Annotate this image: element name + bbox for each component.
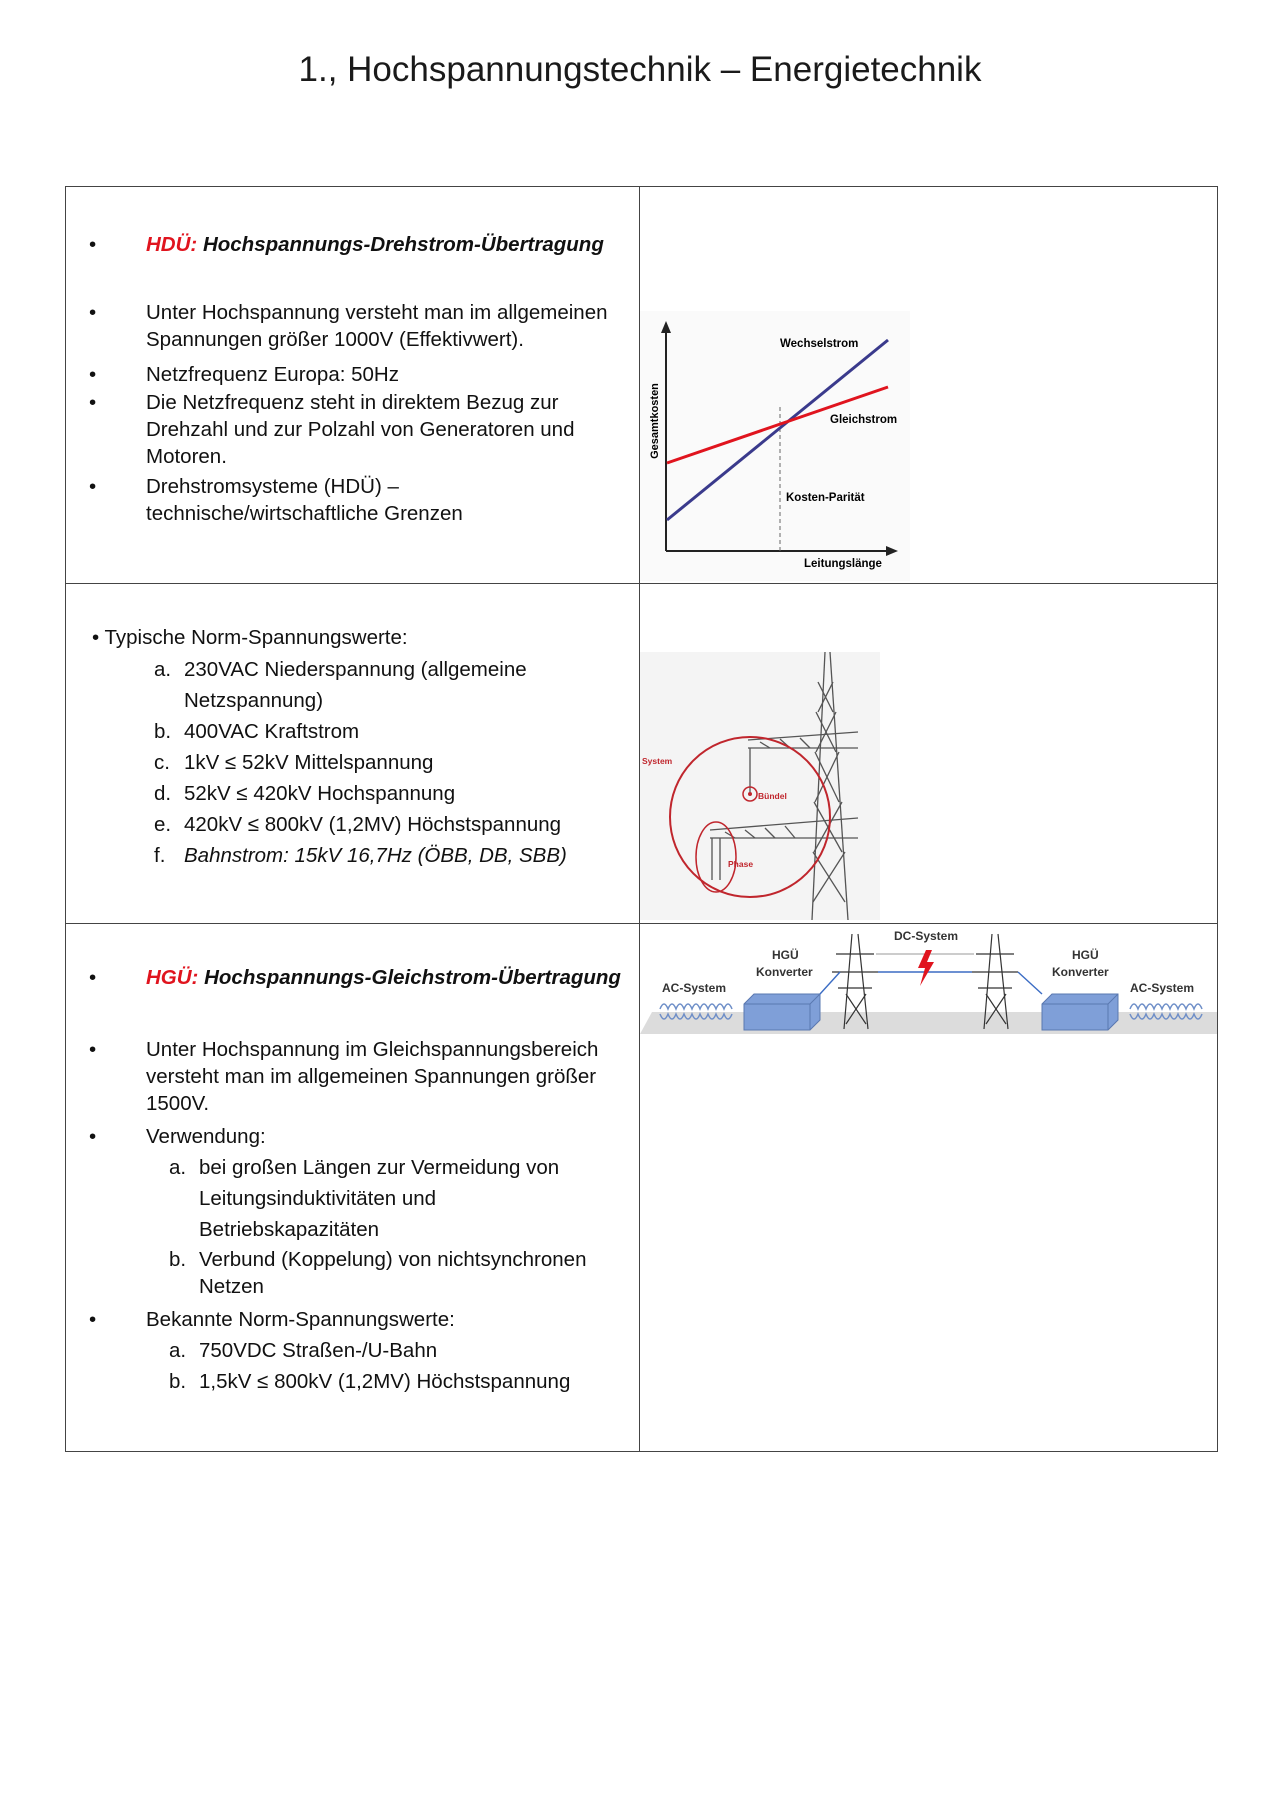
bullet: •: [89, 966, 97, 989]
norm-intro: • Typische Norm-Spannungswerte:: [92, 626, 408, 649]
item-letter: a.: [169, 1339, 187, 1362]
item-letter: f.: [154, 844, 166, 867]
parity-annotation: Kosten-Parität: [786, 492, 865, 504]
item-letter: a.: [154, 658, 172, 681]
cell-hgu-text: [66, 924, 640, 1452]
y-axis-label: Gesamtkosten: [649, 383, 661, 459]
item-letter: b.: [169, 1248, 187, 1271]
bullet: •: [89, 233, 97, 256]
ac-right-label: AC-System: [1130, 981, 1195, 995]
dc-system-label: DC-System: [894, 929, 959, 943]
row-hdu: [66, 187, 1218, 584]
item-text: Verbund (Koppelung) von nichtsynchronen: [199, 1248, 587, 1271]
page-title: 1., Hochspannungstechnik – Energietechnik: [298, 50, 982, 89]
item-text: 230VAC Niederspannung (allgemeine: [184, 658, 527, 681]
cell-tower-figure: [640, 584, 1218, 924]
list-item-text: Verwendung:: [146, 1125, 266, 1148]
item-letter: b.: [154, 720, 172, 743]
konverter-left-label: Konverter: [756, 965, 813, 979]
cost-parity-figure: [640, 311, 910, 581]
hgu-system-figure: [640, 924, 1217, 1042]
item-text: 1kV ≤ 52kV Mittelspannung: [184, 751, 434, 774]
list-item-text: Bekannte Norm-Spannungswerte:: [146, 1308, 455, 1331]
list-item-text: Drehstromsysteme (HDÜ) – technische/wirtschaftliche Grenzen: [146, 475, 463, 525]
item-text: Netzspannung): [184, 689, 324, 712]
hdu-abbrev: HDÜ:: [146, 233, 198, 256]
item-text: Netzen: [199, 1275, 264, 1298]
content-table: [65, 186, 1218, 1452]
item-letter: d.: [154, 782, 172, 805]
series-label-ac: Wechselstrom: [780, 338, 859, 350]
hdu-title: Hochspannungs-Drehstrom-Übertragung: [197, 233, 604, 256]
series-label-dc: Gleichstrom: [830, 414, 898, 426]
row-norm-voltages: [66, 584, 1218, 924]
bullet: •: [89, 391, 97, 414]
item-text: 400VAC Kraftstrom: [184, 720, 360, 743]
konverter-right-label: Konverter: [1052, 965, 1109, 979]
cell-hgu-figure: [640, 924, 1218, 1452]
item-letter: c.: [154, 751, 170, 774]
cell-norm-text: [66, 584, 640, 924]
bundle-label: Bündel: [758, 791, 787, 801]
hgu-right-label: HGÜ: [1072, 948, 1099, 962]
item-text: 1,5kV ≤ 800kV (1,2MV) Höchstspannung: [199, 1370, 571, 1393]
item-letter: b.: [169, 1370, 187, 1393]
hgu-title: Hochspannungs-Gleichstrom-Übertragung: [198, 966, 621, 989]
list-item-text: Netzfrequenz Europa: 50Hz: [146, 363, 399, 386]
bullet: •: [89, 1125, 97, 1148]
item-text: bei großen Längen zur Vermeidung von: [199, 1156, 560, 1179]
bullet: •: [89, 475, 97, 498]
list-item-text: Unter Hochspannung versteht man im allgemeinen Spannungen größer 1000V (Effektivwert).: [146, 301, 608, 351]
system-label: System: [642, 756, 673, 766]
item-text: 420kV ≤ 800kV (1,2MV) Höchstspannung: [184, 813, 562, 836]
hgu-left-label: HGÜ: [772, 948, 799, 962]
ac-left-label: AC-System: [662, 981, 727, 995]
item-letter: e.: [154, 813, 172, 836]
bullet: •: [89, 1038, 97, 1061]
item-text: Leitungsinduktivitäten und: [199, 1187, 437, 1210]
list-item-text: Unter Hochspannung im Gleichspannungsbereich versteht man im allgemeinen Spannungen größer 1500V.: [146, 1038, 599, 1115]
bullet: •: [89, 1308, 97, 1331]
cell-cost-figure: [640, 187, 1218, 584]
item-text: 52kV ≤ 420kV Hochspannung: [184, 782, 456, 805]
phase-label: Phase: [728, 859, 754, 869]
x-axis-label: Leitungslänge: [804, 558, 882, 570]
hgu-abbrev: HGÜ:: [146, 966, 199, 989]
cell-hdu-text: [66, 187, 640, 584]
item-text: 750VDC Straßen-/U-Bahn: [199, 1339, 438, 1362]
item-text: Bahnstrom: 15kV 16,7Hz (ÖBB, DB, SBB): [184, 844, 567, 867]
item-text: Betriebskapazitäten: [199, 1218, 380, 1241]
bullet: •: [89, 363, 97, 386]
bullet: •: [89, 301, 97, 324]
row-hgu: [66, 924, 1218, 1452]
power-tower-figure: [640, 652, 880, 920]
item-letter: a.: [169, 1156, 187, 1179]
list-item-text: Die Netzfrequenz steht in direktem Bezug zur Drehzahl und zur Polzahl von Generatoren und Motoren.: [146, 391, 575, 468]
